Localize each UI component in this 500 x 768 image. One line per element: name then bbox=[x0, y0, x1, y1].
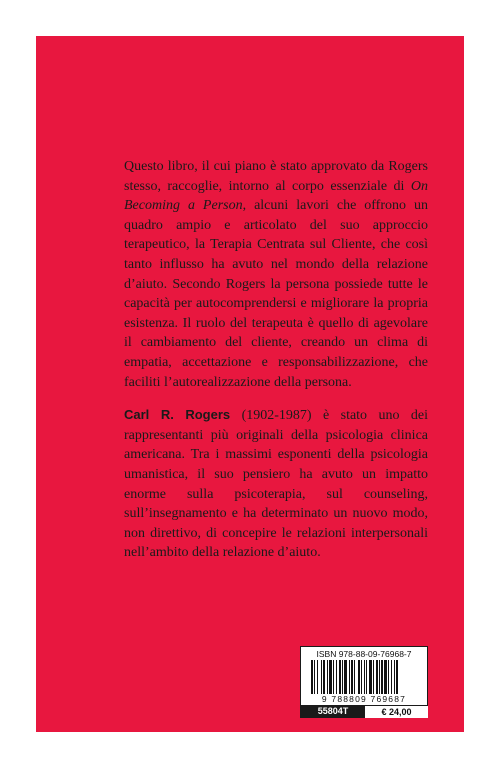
description-text-start: Questo libro, il cui piano è stato approvato da Rogers stesso, raccoglie, intorno al corpo essenziale di bbox=[124, 159, 428, 194]
barcode-bar bbox=[366, 660, 367, 694]
barcode-bar bbox=[373, 660, 374, 694]
product-code: 55804T bbox=[301, 705, 365, 718]
barcode-bar bbox=[349, 660, 350, 694]
barcode-bar bbox=[379, 660, 380, 694]
original-title: On Becoming a Person bbox=[124, 178, 428, 214]
barcode-bar bbox=[391, 660, 392, 694]
barcode-bar bbox=[364, 660, 365, 694]
description-paragraph bbox=[124, 157, 428, 392]
barcode-bar bbox=[342, 660, 343, 694]
barcode-bar bbox=[327, 660, 328, 694]
barcode-bar bbox=[354, 660, 355, 694]
barcode-bar bbox=[317, 660, 318, 694]
barcode-bar bbox=[344, 660, 347, 694]
barcode-bar bbox=[336, 660, 337, 694]
barcode-panel bbox=[300, 646, 428, 718]
barcode-digits: 9 788809 769687 bbox=[321, 694, 407, 704]
barcode-bar bbox=[361, 660, 362, 694]
barcode-bar bbox=[394, 660, 395, 694]
barcode-bar bbox=[384, 660, 387, 694]
barcode-bar bbox=[376, 660, 378, 694]
barcode-bar bbox=[381, 660, 383, 694]
description-text-end: , alcuni lavori che offrono un quadro ampio e articolato del suo approccio terapeutico, la Terapia Centrata sul Cliente, che così tanto influsso ha avuto nel mondo della relazione d’aiuto. Secondo Rogers la persona possiede tutte le capacità per autocomprendersi e migliorare la propria esistenza. Il ruolo del terapeuta è quello di agevolare il cambiamento del cliente, creando un clima di empatia, accettazione e responsabilizzazione, che faciliti l’autorealizzazione della persona. bbox=[124, 198, 428, 390]
barcode-bar bbox=[323, 660, 325, 694]
author-bio-paragraph bbox=[124, 405, 428, 563]
price: € 24,00 bbox=[365, 705, 428, 718]
barcode-bar bbox=[358, 660, 360, 694]
author-bio-text: (1902-1987) è stato uno dei rappresentanti più originali della psicologia clinica americana. Tra i massimi esponenti della psicologia umanistica, il suo pensiero ha avuto un impatto enorme sulla psicoterapia, sul counseling, sull’insegnamento e ha determinato un nuovo modo, non direttivo, di concepire le relazioni interpersonali nell’ambito della relazione d’aiuto. bbox=[124, 408, 428, 561]
barcode-bar bbox=[339, 660, 341, 694]
author-name: Carl R. Rogers bbox=[124, 407, 231, 423]
barcode-bar bbox=[369, 660, 372, 694]
barcode-bar bbox=[321, 660, 322, 694]
barcode-bar bbox=[314, 660, 315, 694]
barcode-bars bbox=[309, 660, 421, 694]
isbn-label: ISBN 978-88-09-76968-7 bbox=[316, 649, 412, 659]
barcode-bar bbox=[329, 660, 332, 694]
barcode-bar bbox=[396, 660, 398, 694]
barcode-bar bbox=[333, 660, 334, 694]
barcode-bar bbox=[388, 660, 389, 694]
barcode-bar bbox=[351, 660, 353, 694]
blurb bbox=[124, 157, 428, 563]
barcode-bar bbox=[311, 660, 313, 694]
